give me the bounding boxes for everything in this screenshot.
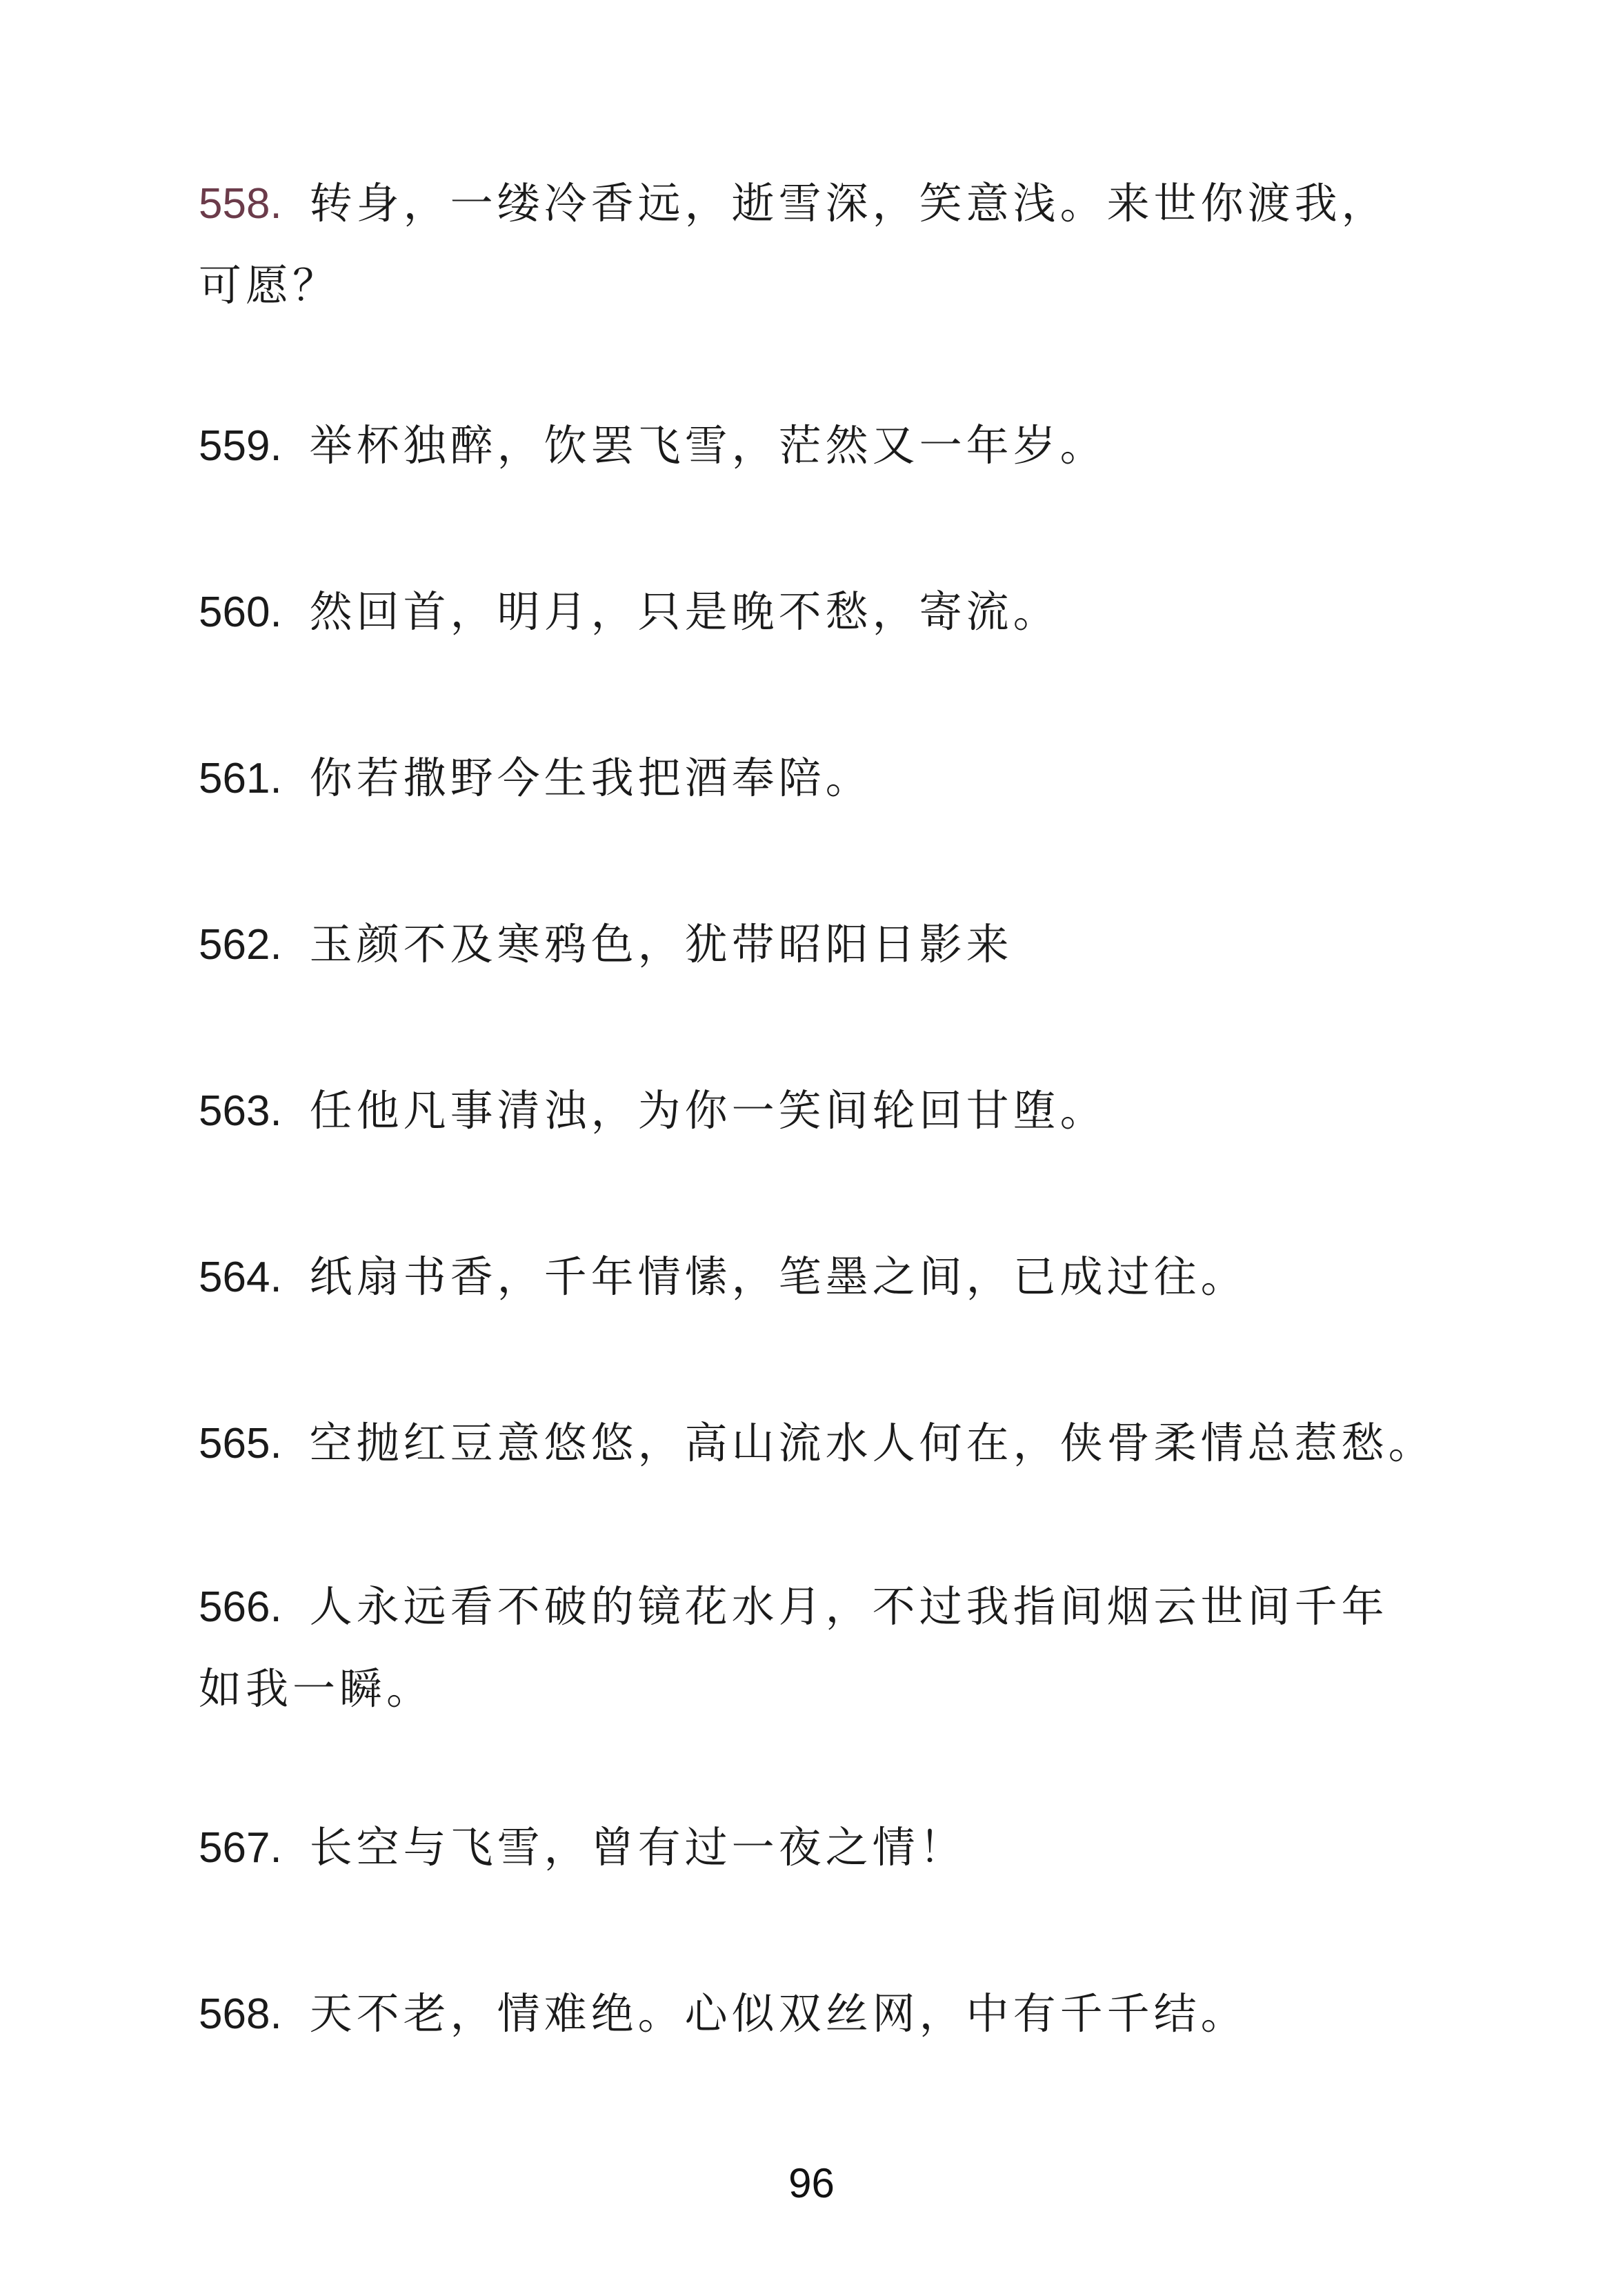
entry-564 (199, 1236, 1440, 1318)
entry-number: 567. (199, 1824, 282, 1872)
entry-number: 568. (199, 1990, 282, 2038)
entry-number: 562. (199, 921, 282, 969)
entry-text: 玉颜不及寒鸦色，犹带昭阳日影来 (309, 919, 1013, 969)
entry-text: 天不老，情难绝。心似双丝网，中有千千结。 (309, 1988, 1248, 2039)
entry-number: 564. (199, 1254, 282, 1301)
entry-continuation: 如我一瞬。 (199, 1663, 434, 1714)
entry-number: 560. (199, 588, 282, 636)
entry-567 (199, 1807, 1440, 1889)
entry-text: 人永远看不破的镜花水月，不过我指间烟云世间千年 (309, 1581, 1388, 1632)
entry-text: 你若撒野今生我把酒奉陪。 (309, 753, 873, 803)
entry-559 (199, 405, 1440, 487)
entry-text: 空抛红豆意悠悠，高山流水人何在，侠骨柔情总惹愁。 (309, 1418, 1435, 1468)
entry-number: 563. (199, 1087, 282, 1135)
entry-566 (199, 1566, 1440, 1730)
page-number: 96 (788, 2160, 835, 2206)
entry-text: 任他凡事清浊，为你一笑间轮回甘堕。 (309, 1085, 1107, 1136)
entry-562 (199, 904, 1440, 986)
entry-number: 565. (199, 1420, 282, 1467)
entry-number: 559. (199, 422, 282, 470)
entry-text: 然回首，明月，只是晚不愁，寄流。 (309, 586, 1060, 637)
entry-number: 558. (199, 180, 282, 228)
entry-text: 举杯独醉，饮罢飞雪，茫然又一年岁。 (309, 420, 1107, 471)
entry-text: 纸扇书香，千年情愫，笔墨之间，已成过往。 (309, 1251, 1248, 1302)
entry-560 (199, 571, 1440, 653)
entry-continuation: 可愿？ (199, 260, 340, 310)
entry-number: 561. (199, 755, 282, 802)
entry-561 (199, 738, 1440, 820)
entry-568 (199, 1973, 1440, 2055)
entry-number: 566. (199, 1583, 282, 1631)
entry-563 (199, 1070, 1440, 1152)
entry-565 (199, 1403, 1440, 1485)
entry-text: 转身，一缕冷香远，逝雪深，笑意浅。来世你渡我， (309, 178, 1388, 228)
entry-text: 长空与飞雪，曾有过一夜之情！ (309, 1822, 966, 1872)
entry-558 (199, 163, 1440, 326)
